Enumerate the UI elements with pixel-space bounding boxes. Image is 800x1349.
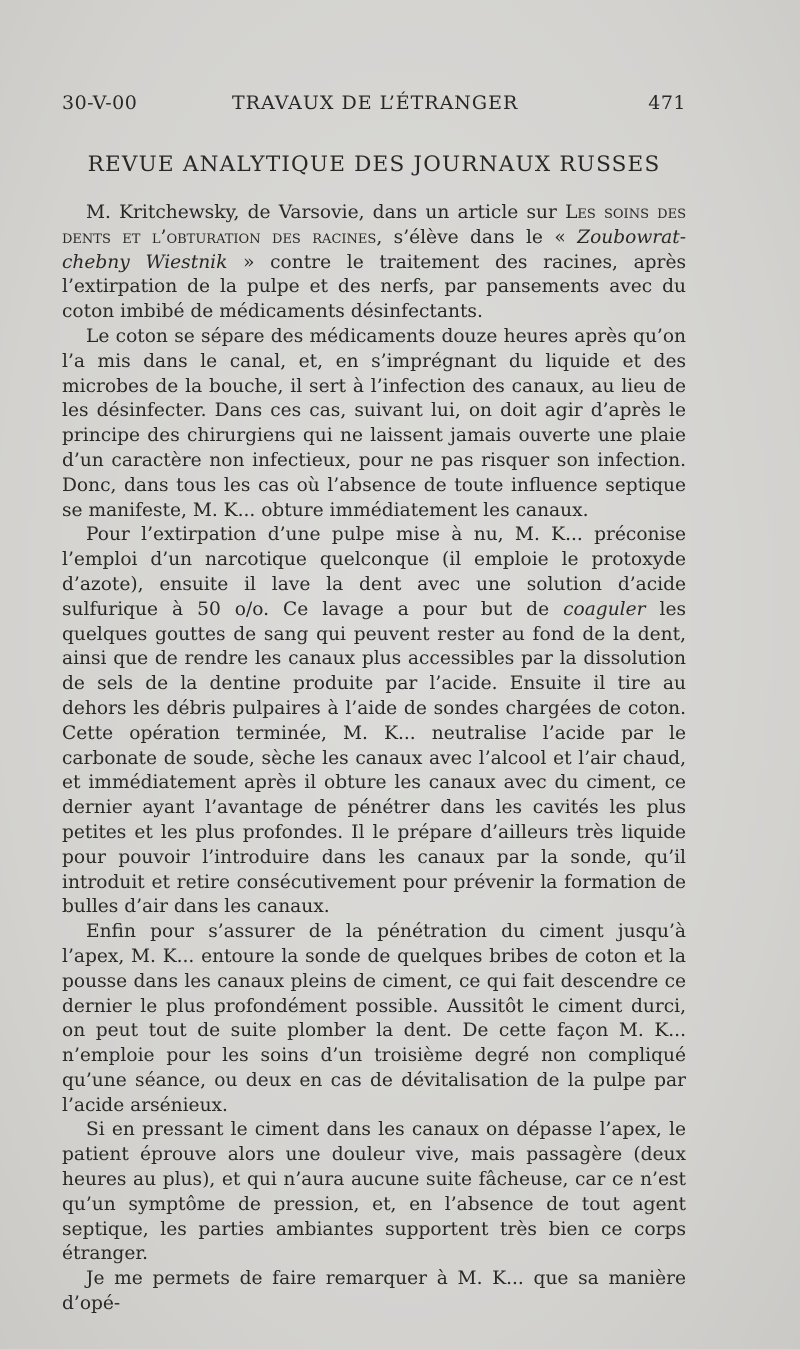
paragraph-1-text-c: , s’élève dans le « <box>376 226 578 248</box>
page-number: 471 <box>648 92 686 114</box>
article-body <box>62 201 686 1317</box>
running-head <box>62 92 686 120</box>
paragraph-1 <box>62 201 686 325</box>
paragraph-1-text-a: M. Kritchewsky, de Varsovie, dans un article sur <box>86 202 566 223</box>
article-title: REVUE ANALYTIQUE DES JOURNAUX RUSSES <box>87 152 661 177</box>
paragraph-4: Enfin pour s’assurer de la pénétration du ciment jusqu’à l’apex, M. K... entoure la sonde de quelques bribes de coton et la pousse dans les canaux pleins de ciment, ce qui fait descendre ce dernier le plus profondément possible. Aussitôt le ciment durci, on peut tout de suite plomber la dent. De cette façon M. K... n’emploie pour les soins d’un troisième degré non compliqué qu’une séance, ou deux en cas de dévitalisation de la pulpe par l’acide arsénieux. <box>62 921 686 1116</box>
emphasized-term: coaguler <box>563 598 646 620</box>
running-title: TRAVAUX DE L’ÉTRANGER <box>232 92 519 114</box>
paragraph-5: Si en pressant le ciment dans les canaux on dépasse l’apex, le patient éprouve alors une douleur vive, mais passagère (deux heures au plus), et qui n’aura aucune suite fâcheuse, car ce n’est qu’un symptôme de pression, et, en l’absence de tout agent septique, les parties ambiantes supportent très bien ce corps étranger. <box>62 1119 686 1265</box>
paragraph-3-text-a: Pour l’extirpation d’une pulpe mise à nu, M. K... préconise l’emploi d’un narcotique quelconque (il emploie le protoxyde d’azote), ensuite il lave la dent avec une solution d’acide sulfurique à 50 o/o. Ce lavage a pour but de <box>62 524 686 620</box>
paragraph-3-text-c: les quelques gouttes de sang qui peuvent rester au fond de la dent, ainsi que de rendre les canaux plus accessibles par la dissolution de sels de la dentine produite par l’acide. Ensuite il tire au dehors les débris pulpaires à l’aide de sondes chargées de coton. Cette opération terminée, M. K... neutralise l’acide par le carbonate de soude, sèche les canaux avec l’alcool et l’air chaud, et immédiatement après il obture les canaux avec du ciment, ce dernier ayant l’avantage de pénétrer dans les cavités les plus petites et les plus profondes. Il le prépare d’ailleurs très liquide pour pouvoir l’introduire dans les canaux par la sonde, qu’il introduit et retire consécutivement pour prévenir la formation de bulles d’air dans les canaux. <box>62 598 687 918</box>
journal-name: Zoubowrat-chebny Wiestnik <box>62 226 686 273</box>
paragraph-2: Le coton se sépare des médicaments douze heures après qu’on l’a mis dans le canal, et, en s’imprégnant du liquide et des microbes de la bouche, il sert à l’infection des canaux, au lieu de les désinfecter. Dans ces cas, suivant lui, on doit agir d’après le principe des chirurgiens qui ne laissent jamais ouverte une plaie d’un caractère non infectieux, pour ne pas risquer son infection. Donc, dans tous les cas où l’absence de toute influence septique se manifeste, M. K... obture immédiatement les canaux. <box>62 325 686 521</box>
article-topic: Les soins des dents et l’obturation des racines <box>62 202 686 248</box>
paragraph-1-text-e: » contre le traitement des racines, après l’extirpation de la pulpe et des nerfs, par pansements avec du coton imbibé de médicaments désinfectants. <box>62 251 686 323</box>
paragraph-3 <box>62 523 686 920</box>
paragraph-6: Je me permets de faire remarquer à M. K... que sa manière d’opé- <box>62 1268 686 1315</box>
issue-date: 30-V-00 <box>62 92 138 114</box>
